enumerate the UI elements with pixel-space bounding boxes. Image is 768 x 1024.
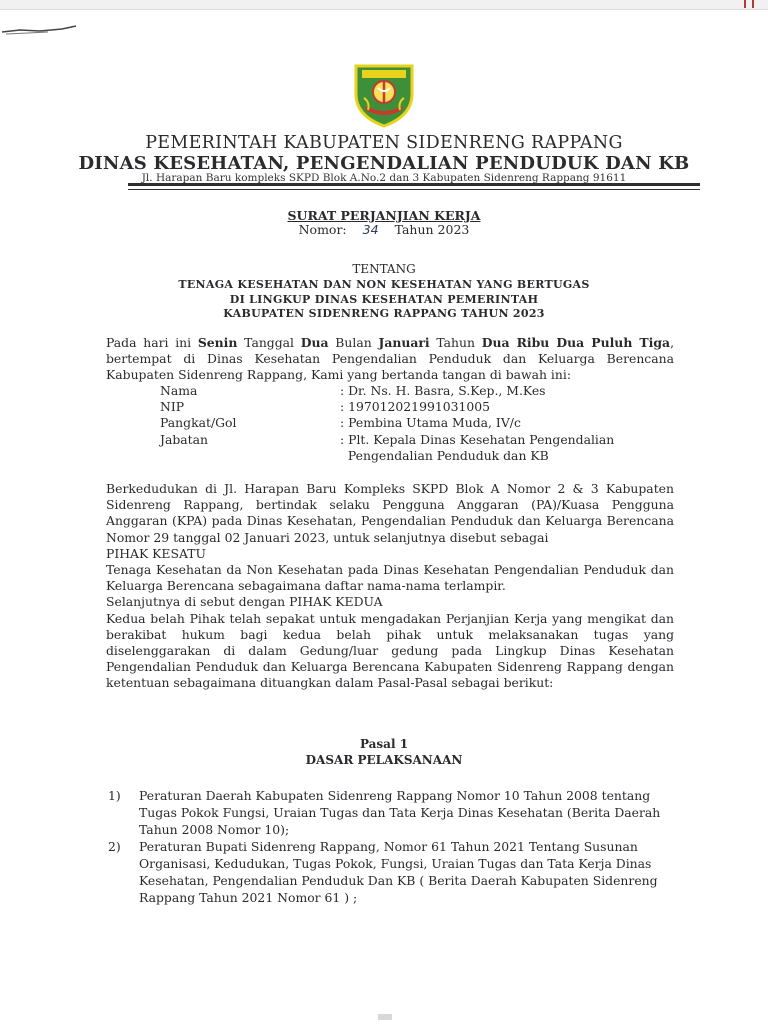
paragraph-agreement: Kedua belah Pihak telah sepakat untuk mengadakan Perjanjian Kerja yang mengikat dan berakibat hukum bagi kedua belah pihak untuk melaksanakan tugas yang diselenggarakan di dalam Gedung/luar gedung pada Lingkup Dinas Kesehatan Pengendalian Penduduk dan Keluarga Berencana Kabupaten Sidenreng Rappang dengan ketentuan sebagaimana dituangkan dalam Pasal-Pasal sebagai berikut: [106,610,674,691]
pasal-number: Pasal 1 [359,737,409,751]
nomor-label: Nomor: [298,222,347,237]
nomor-value: 34 [362,222,379,237]
header-rule-thick [128,183,700,186]
scan-tick [744,0,746,8]
identity-table [160,383,670,464]
subject-line: KABUPATEN SIDENRENG RAPPANG TAHUN 2023 [223,307,545,320]
identity-row [160,432,670,448]
list-text: Peraturan Daerah Kabupaten Sidenreng Rappang Nomor 10 Tahun 2008 tentang Tugas Pokok Fungsi, Uraian Tugas dan Tata Kerja Dinas Kesehatan (Berita Daerah Tahun 2008 Nomor 10); [139,788,661,837]
tentang-label: TENTANG [352,262,416,276]
list-text: Peraturan Bupati Sidenreng Rappang, Nomor 61 Tahun 2021 Tentang Susunan Organisasi, Kedudukan, Tugas Pokok, Fungsi, Uraian Tugas dan Tata Kerja Dinas Kesehatan, Pengendalian Penduduk Dan KB ( Berita Daerah Kabupaten Sidenreng Rappang Tahun 2021 Nomor 61 ) ; [139,839,658,905]
identity-value: : Dr. Ns. H. Basra, S.Kep., M.Kes [340,383,546,398]
document-number [0,222,768,237]
identity-value: Pengendalian Penduduk dan KB [340,447,549,463]
list-item [108,787,676,838]
pasal-list [108,787,676,906]
body-paragraphs [106,481,674,692]
header-rule-thin [128,189,700,190]
identity-value: : Pembina Utama Muda, IV/c [340,415,521,431]
opening-text: bertempat di Dinas Kesehatan Pengendalian Penduduk dan Keluarga Berencana Kabupaten Sidenreng Rappang, Kami yang bertanda tangan di bawah ini: [106,351,674,383]
opening-text: Tahun [429,335,482,350]
opening-text: , [670,335,675,350]
identity-label: Nama [160,383,198,398]
header-office: DINAS KESEHATAN, PENGENDALIAN PENDUDUK DAN KB [78,153,690,174]
kabupaten-emblem-icon [348,58,420,130]
identity-label: Pangkat/Gol [160,415,237,431]
pihak-kedua: Selanjutnya di sebut dengan PIHAK KEDUA [106,594,383,610]
identity-row [160,415,670,431]
identity-row [160,383,670,399]
opening-text: Tanggal [237,335,301,350]
opening-month: Januari [378,335,430,350]
document-title: SURAT PERJANJIAN KERJA [287,208,481,223]
header-government: PEMERINTAH KABUPATEN SIDENRENG RAPPANG [145,133,623,153]
pasal-title: DASAR PELAKSANAAN [305,753,463,767]
header-address: Jl. Harapan Baru kompleks SKPD Blok A.No.2 dan 3 Kabupaten Sidenreng Rappang 91611 [141,172,627,184]
scan-edge [0,0,768,10]
scan-tick [752,0,754,8]
identity-label [160,448,340,464]
scan-smudge [0,20,80,38]
paragraph-pihak-kedua: Tenaga Kesehatan da Non Kesehatan pada Dinas Kesehatan Pengendalian Penduduk dan Keluarga Berencana sebagaimana daftar nama-nama terlampir. [106,562,674,594]
subject-line: DI LINGKUP DINAS KESEHATAN PEMERINTAH [229,293,539,306]
identity-label: NIP [160,399,185,415]
identity-label: Jabatan [160,431,209,447]
identity-row [160,399,670,415]
opening-text: Bulan [328,335,379,350]
list-number: 1) [108,788,121,803]
opening-day: Senin [197,335,238,350]
paragraph-position: Berkedudukan di Jl. Harapan Baru Kompleks SKPD Blok A Nomor 2 & 3 Kabupaten Sidenreng Rappang, bertindak selaku Pengguna Anggaran (PA)/Kuasa Pengguna Anggaran (KPA) pada Dinas Kesehatan, Pengendalian Penduduk dan Keluarga Berencana Nomor 29 tanggal 02 Januari 2023, untuk selanjutnya disebut sebagai [106,481,674,545]
opening-year: Dua Ribu Dua Puluh Tiga [481,335,671,350]
identity-value: : 197012021991031005 [340,399,491,415]
opening-text: Pada hari ini [106,335,198,350]
list-number: 2) [108,839,121,854]
identity-row [160,448,670,464]
nomor-year: Tahun 2023 [394,222,470,237]
opening-paragraph [106,335,674,384]
subject-line: TENAGA KESEHATAN DAN NON KESEHATAN YANG BERTUGAS [178,278,590,291]
pihak-kesatu: PIHAK KESATU [106,545,206,561]
opening-date: Dua [300,335,329,350]
list-item [108,838,676,906]
scan-mark [378,1014,392,1020]
identity-value: : Plt. Kepala Dinas Kesehatan Pengendalian [340,431,615,447]
